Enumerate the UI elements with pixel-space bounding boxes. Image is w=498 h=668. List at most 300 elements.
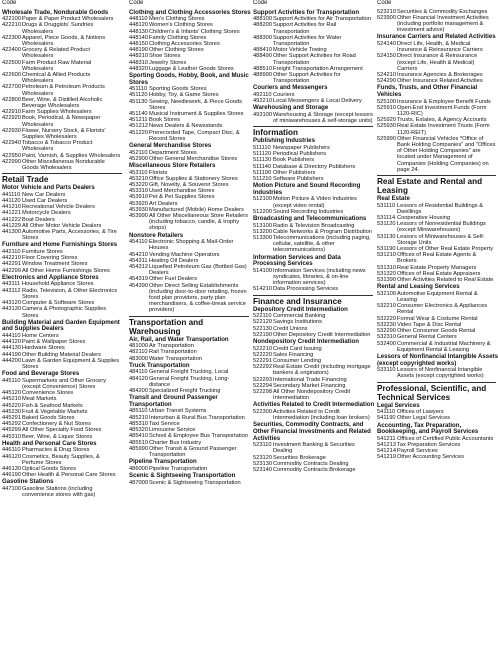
naics-code: 524290 [377, 78, 396, 85]
naics-code: 525990 [377, 135, 396, 142]
naics-code: 485990 [129, 445, 148, 452]
code-row [0, 486, 124, 498]
group-subtitle: Couriers and Messengers [253, 84, 328, 92]
code-row [375, 252, 498, 264]
naics-code: 451130 [129, 98, 148, 105]
code-row [251, 442, 375, 454]
activity-description: Apparel, Piece Goods, & Notions Wholesalers [22, 34, 106, 47]
naics-code: 522298 [253, 389, 272, 396]
activity-description: Optical Goods Stores [22, 465, 77, 472]
naics-code: 445299 [2, 427, 21, 434]
naics-code: 454210 [129, 251, 148, 258]
naics-code: 541214 [377, 448, 396, 455]
code-row [0, 454, 124, 466]
activity-description: Freight Transportation Arrangement [273, 65, 363, 72]
code-row [0, 22, 124, 34]
activity-description: Secondary Market Financing [273, 382, 346, 389]
activity-description: Used Car Dealers [22, 198, 68, 205]
naics-code: 488300 [253, 34, 272, 41]
code-row [375, 136, 498, 173]
code-row [251, 196, 375, 208]
section [375, 382, 498, 461]
naics-code: 512200 [253, 208, 272, 215]
activity-description: Couriers [273, 92, 295, 99]
activity-description: Other Legal Services [397, 415, 451, 422]
naics-code: 448210 [129, 53, 148, 60]
naics-code: 513200 [253, 228, 272, 235]
group-subtitle: Electronics and Appliance Stores [2, 273, 99, 281]
group-subtitle: Miscellaneous Store Retailers [129, 162, 216, 170]
naics-code: 452110 [129, 149, 148, 156]
naics-code: 422400 [2, 47, 21, 54]
naics-code: 441110 [2, 191, 21, 198]
column-header: Code [129, 0, 144, 6]
activity-description: Petroleum & Petroleum Products Wholesalers [22, 84, 105, 97]
activity-description: General Rental Centers [397, 334, 457, 341]
section-title: Transportation and Warehousing [129, 317, 204, 336]
activity-description: Other Consumer Goods Rental [397, 328, 476, 335]
activity-description: Pet & Pet Supplies Stores [149, 194, 215, 201]
activity-description: Other Publishers [273, 169, 316, 176]
naics-code: 422800 [2, 96, 21, 103]
column-4 [375, 0, 498, 668]
group-subtitle: Motor Vehicle and Parts Dealers [2, 184, 95, 192]
activity-description: Other Activities Related to Real Estate [397, 277, 494, 284]
activity-description: Taxi Service [149, 420, 180, 427]
code-row [251, 389, 375, 401]
activity-description: Manufactured (Mobile) Home Dealers [149, 206, 244, 213]
naics-code: 531390 [377, 277, 396, 284]
code-row [375, 291, 498, 303]
naics-code: 488410 [253, 47, 272, 54]
activity-description: Cooperative Housing [397, 215, 451, 222]
activity-description: Other Insurance Related Activities [397, 78, 483, 85]
group-subtitle: Wholesale Trade, Nondurable Goods [2, 8, 109, 16]
activity-description: Payroll Services [397, 448, 438, 455]
naics-code: 522291 [253, 358, 272, 365]
naics-code: 485210 [129, 414, 148, 421]
activity-description: Beer, Wine, & Distilled Alcoholic Beverage Wholesalers [22, 96, 103, 110]
activity-description: Farm Supplies Wholesalers [22, 109, 92, 116]
activity-description: Securities & Commodity Exchanges [397, 8, 488, 15]
naics-code: 522294 [253, 382, 272, 389]
naics-code: 523140 [253, 467, 272, 474]
naics-code: 486000 [129, 465, 148, 472]
group-subtitle: Publishing Industries [253, 137, 315, 145]
activity-description: Other Financial Vehicles *Office of Bank Holding Companies" and "Offices of Other Holding Companies" are located under Management of Companies (Holding Companies) on page 24. [397, 135, 496, 173]
activity-description: Florists [149, 169, 168, 176]
activity-description: Men's Clothing Stores [149, 16, 205, 23]
section-title: Retail Trade [2, 175, 49, 185]
activity-description: Commercial & Industrial Machinery & Equipment Rental & Leasing [397, 340, 491, 353]
naics-code: 446120 [2, 453, 21, 460]
activity-description: Beer, Wine, & Liquor Stores [22, 433, 93, 440]
activity-description: Commodity Contracts Brokerage [273, 467, 356, 474]
naics-code: 446110 [2, 447, 21, 454]
naics-code: 453920 [129, 200, 148, 207]
activity-description: Periodical Publishers [273, 151, 327, 158]
code-row [375, 203, 498, 215]
naics-code: 444120 [2, 339, 21, 346]
naics-code: 445220 [2, 402, 21, 409]
naics-code: 522130 [253, 325, 272, 332]
activity-description: Other Building Material Dealers [22, 351, 102, 358]
activity-description: Farm Product Raw Material Wholesalers [22, 59, 92, 72]
activity-description: Other Direct Selling Establishments (including door-to-door retailing, frozen food plan providers, party plan merchandisers, & coffee-break service providers) [149, 282, 247, 314]
naics-code: 525910 [377, 104, 396, 111]
activity-description: Credit Card Issuing [273, 345, 322, 352]
section [375, 9, 498, 173]
naics-code: 541190 [377, 415, 396, 422]
group-subtitle: Funds, Trusts, and Other Financial Vehicles [377, 84, 478, 99]
section [251, 295, 375, 474]
activity-description: All Other Nondepository Credit Intermediation [273, 389, 351, 402]
activity-description: Lawn & Garden Equipment & Supplies Stores [22, 357, 120, 370]
code-row [0, 306, 124, 318]
activity-description: Home Centers [22, 332, 59, 339]
activity-description: Other Financial Investment Activities (including portfolio management & investment advice) [397, 14, 489, 34]
column-header: Code [2, 0, 17, 6]
activity-description: Support Activities for Air Transportation [273, 16, 371, 23]
activity-description: All Other Home Furnishings Stores [22, 267, 110, 274]
code-row [0, 358, 124, 370]
naics-code: 522293 [253, 376, 272, 383]
naics-code: 451212 [129, 123, 148, 130]
group-subtitle: Lessors of Nonfinancial Intangible Assets (except copyrighted works) [377, 352, 498, 367]
naics-code: 541211 [377, 435, 396, 442]
activity-description: Liquefied Petroleum Gas (Bottled Gas) Dealers [149, 264, 247, 277]
naics-code: 522190 [253, 331, 272, 338]
naics-code: 523900 [377, 14, 396, 21]
code-row [251, 409, 375, 421]
code-row [375, 41, 498, 53]
activity-description: Offices of Real Estate Appraisers [397, 270, 481, 277]
naics-code: 514210 [253, 286, 272, 293]
code-row [375, 123, 498, 135]
section-title: Real Estate and Rental and Leasing [377, 177, 483, 196]
activity-description: Direct Life, Health, & Medical Insurance & Reinsurance Carriers [397, 41, 483, 54]
activity-description: Motor Vehicle Towing [273, 47, 327, 54]
naics-code: 445291 [2, 414, 21, 421]
code-row [0, 60, 124, 72]
naics-code: 532230 [377, 321, 396, 328]
group-subtitle: Building Material and Garden Equipment and Supplies Dealers [2, 318, 120, 333]
code-row [251, 22, 375, 34]
code-row [251, 72, 375, 84]
naics-code: 454319 [129, 276, 148, 283]
code-row [375, 221, 498, 233]
code-row [127, 283, 251, 314]
naics-code: 453110 [129, 169, 148, 176]
code-row [127, 213, 251, 232]
group-subtitle: Warehousing and Storage [253, 104, 329, 112]
naics-code: 492110 [253, 92, 272, 99]
group-subtitle: Accounting, Tax Preparation, Bookkeeping, and Payroll Services [377, 421, 479, 436]
naics-code: 448140 [129, 34, 148, 41]
activity-description: Commercial Banking [273, 313, 326, 320]
activity-description: Other Fuel Dealers [149, 276, 198, 283]
activity-description: Family Clothing Stores [149, 34, 207, 41]
code-row [0, 268, 124, 274]
activity-description: Other Health & Personal Care Stores [22, 472, 116, 479]
naics-code: 541219 [377, 454, 396, 461]
naics-code: 444200 [2, 357, 21, 364]
section-title: Finance and Insurance [253, 296, 342, 306]
activity-description: Flower, Nursery Stock, & Florists' Supplies Wholesalers [22, 127, 106, 141]
activity-description: Vending Machine Operators [149, 251, 220, 258]
activity-description: Limousine Service [149, 427, 196, 434]
naics-code: 422100 [2, 16, 21, 23]
code-row [375, 234, 498, 246]
activity-description: Cosmetics, Beauty Supplies, & Perfume Stores [22, 453, 100, 466]
activity-description: Consumer Electronics & Appliances Rental [397, 303, 488, 316]
activity-description: International Trade Financing [273, 376, 347, 383]
activity-description: Other Support Activities for Transportation [273, 72, 341, 85]
code-row [0, 84, 124, 96]
activity-description: Women's Clothing Stores [149, 22, 213, 29]
group-subtitle: Securities, Commodity Contracts, and Other Financial Investments and Related Activities [253, 421, 371, 442]
section [375, 175, 498, 379]
naics-code: 511190 [253, 169, 272, 176]
naics-code: 422990 [2, 158, 21, 165]
section [127, 9, 251, 314]
naics-code: 443112 [2, 287, 21, 294]
naics-code: 511210 [253, 176, 272, 183]
naics-code: 448150 [129, 41, 148, 47]
activity-description: Department Stores [149, 149, 197, 156]
code-row [0, 288, 124, 300]
naics-code: 532220 [377, 315, 396, 322]
column-1 [0, 0, 124, 668]
naics-code: 522292 [253, 364, 272, 371]
naics-code: 445292 [2, 421, 21, 428]
code-row [0, 378, 124, 390]
activity-description: Automotive Parts, Accessories, & Tire Stores [22, 229, 117, 242]
activity-description: Gasoline Stations (including convenience stores with gas) [22, 485, 96, 499]
activity-description: Tobacco & Tobacco Product Wholesalers [22, 140, 93, 153]
naics-code: 446130 [2, 465, 21, 472]
code-row [0, 47, 124, 59]
activity-description: Urban Transit Systems [149, 408, 207, 415]
activity-description: Insurance Agencies & Brokerages [397, 72, 483, 79]
naics-code: 451110 [129, 86, 148, 93]
activity-description: Securities Brokerage [273, 454, 326, 461]
activity-description: Real Estate Property Managers [397, 264, 477, 271]
naics-code: 453220 [129, 182, 148, 189]
activity-description: Supermarkets and Other Grocery (except Convenience) Stores [22, 377, 107, 390]
naics-code: 524140 [377, 41, 396, 47]
activity-description: Book Publishers [273, 157, 315, 164]
group-subtitle: Air, Rail, and Water Transportation [129, 335, 229, 343]
naics-code: 446190 [2, 472, 21, 479]
activity-description: Air Transportation [149, 343, 194, 350]
naics-code: 532310 [377, 334, 396, 341]
activity-description: General Freight Trucking, Long-distance [149, 375, 230, 388]
naics-code: 488200 [253, 22, 272, 29]
naics-code: 448110 [129, 16, 148, 23]
code-row [251, 268, 375, 287]
naics-code: 454390 [129, 282, 148, 289]
naics-code: 441229 [2, 222, 21, 229]
naics-code: 493100 [253, 112, 272, 119]
activity-description: Luggage & Leather Goods Stores [149, 65, 234, 72]
naics-code: 484200 [129, 388, 148, 395]
naics-code: 442110 [2, 249, 21, 256]
activity-description: General Freight Trucking, Local [149, 369, 229, 376]
column-header: Code [253, 0, 268, 6]
naics-code: 488490 [253, 53, 272, 60]
code-row [375, 341, 498, 353]
activity-description: Musical Instrument & Supplies Stores [149, 111, 244, 118]
naics-code: 532210 [377, 303, 396, 310]
activity-description: Database & Directory Publishers [273, 163, 356, 170]
group-subtitle: Legal Services [377, 401, 420, 409]
activity-description: Open-End Investment Funds (Form 1120-RIC) [397, 104, 487, 118]
activity-description: Interurban & Rural Bus Transportation [149, 414, 245, 421]
naics-code: 441210 [2, 204, 21, 211]
group-subtitle: Furniture and Home Furnishings Stores [2, 241, 118, 249]
activity-description: Convenience Stores [22, 390, 74, 397]
naics-code: 453210 [129, 175, 148, 182]
group-subtitle: Information Services and Data Processing Services [253, 253, 341, 268]
group-subtitle: Nondepository Credit Intermediation [253, 338, 359, 346]
naics-code: 422500 [2, 59, 21, 66]
activity-description: Children's & Infants' Clothing Stores [149, 28, 240, 35]
activity-description: Book Stores [149, 117, 180, 124]
naics-code: 442210 [2, 255, 21, 262]
naics-code: 445210 [2, 396, 21, 403]
naics-code: 531110 [377, 202, 396, 209]
naics-code: 451211 [129, 117, 148, 124]
naics-code: 531114 [377, 215, 396, 222]
section [251, 9, 375, 125]
naics-code: 511120 [253, 151, 272, 158]
section-title: Professional, Scientific, and Technical Services [377, 383, 487, 402]
naics-code: 511140 [253, 163, 272, 170]
activity-description: Electronic Shopping & Mail-Order Houses [149, 239, 234, 252]
naics-code: 441120 [2, 198, 21, 205]
code-row [127, 130, 251, 142]
activity-description: Used Merchandise Stores [149, 188, 215, 195]
section [251, 126, 375, 292]
naics-code: 441221 [2, 210, 21, 217]
naics-code: 522210 [253, 345, 272, 352]
activity-description: Specialized Freight Trucking [149, 388, 221, 395]
naics-code: 443130 [2, 306, 21, 313]
group-subtitle: Broadcasting and Telecommunications [253, 215, 367, 223]
activity-description: Software Publishers [273, 176, 324, 183]
naics-code: 522110 [253, 313, 272, 320]
code-row [375, 367, 498, 379]
naics-code: 484120 [129, 375, 148, 382]
naics-code: 483000 [129, 355, 148, 362]
activity-description: Book, Periodical, & Newspaper Wholesalers [22, 115, 101, 128]
code-row [127, 356, 251, 362]
code-row [127, 99, 251, 111]
activity-description: Commodity Contracts Dealing [273, 460, 349, 467]
code-row [0, 72, 124, 84]
activity-description: Offices of Real Estate Agents & Brokers [397, 252, 477, 265]
naics-code: 488990 [253, 72, 272, 79]
naics-code: 454311 [129, 257, 148, 264]
naics-code: 533110 [377, 367, 396, 374]
naics-code: 444190 [2, 351, 21, 358]
code-row [0, 115, 124, 127]
activity-description: Other Miscellaneous Nondurable Goods Wholesalers [22, 158, 105, 172]
activity-description: Water Transportation [149, 355, 202, 362]
code-row [251, 467, 375, 473]
code-row [251, 35, 375, 47]
naics-code: 452900 [129, 155, 148, 162]
section [127, 316, 251, 486]
naics-code: 488510 [253, 65, 272, 72]
activity-description: Grocery & Related Product Wholesalers [22, 47, 90, 60]
group-subtitle: Activities Related to Credit Intermediation [253, 401, 375, 409]
activity-description: Gift, Novelty, & Souvenir Stores [149, 182, 229, 189]
naics-code: 441300 [2, 229, 21, 236]
code-row [127, 480, 251, 486]
naics-code: 453310 [129, 188, 148, 195]
code-row [0, 434, 124, 440]
activity-description: Insurance & Employee Benefit Funds [397, 98, 491, 105]
naics-code: 511130 [253, 157, 272, 164]
naics-code: 485110 [129, 408, 148, 415]
activity-description: Art Dealers [149, 200, 178, 207]
group-subtitle: Rental and Leasing Services [377, 283, 460, 291]
activity-description: Confectionery & Nut Stores [22, 421, 91, 428]
code-row [127, 446, 251, 458]
activity-description: Direct Insurance & Reinsurance (except Life, Health & Medical) Carriers [397, 53, 478, 72]
activity-description: Hardware Stores [22, 345, 65, 352]
code-row [127, 376, 251, 388]
naics-code: 454110 [129, 239, 148, 246]
naics-code: 531190 [377, 246, 396, 253]
activity-description: Automotive Equipment Rental & Leasing [397, 290, 478, 304]
section [0, 173, 124, 498]
naics-code: 444110 [2, 332, 21, 339]
activity-description: Other Accounting Services [397, 454, 465, 461]
activity-description: All Other Specialty Food Stores [22, 427, 102, 434]
activity-description: Other Clothing Stores [149, 47, 204, 54]
naics-code: 485320 [129, 427, 148, 434]
activity-description: Lessors of Residential Buildings & Dwellings [397, 202, 483, 215]
activity-description: Support Activities for Rail Transportation [273, 22, 337, 35]
naics-code: 525930 [377, 123, 396, 130]
naics-code: 448130 [129, 28, 148, 35]
activity-description: Drugs & Druggists' Sundries Wholesalers [22, 22, 94, 35]
naics-code: 448190 [129, 47, 148, 54]
naics-code: 453930 [129, 206, 148, 213]
code-row [375, 454, 498, 460]
activity-description: Lessors of Nonresidential Buildings (except Miniwarehouses) [397, 221, 486, 234]
naics-code: 531210 [377, 252, 396, 259]
activity-description: Floor Covering Stores [22, 255, 78, 262]
naics-code: 487000 [129, 479, 148, 486]
naics-code: 445110 [2, 377, 21, 384]
activity-description: Recreational Vehicle Dealers [22, 204, 96, 211]
activity-description: Scenic & Sightseeing Transportation [149, 479, 241, 486]
naics-code: 531130 [377, 233, 396, 240]
naics-code: 512100 [253, 196, 272, 203]
column-header: Code [377, 0, 392, 6]
naics-code: 511110 [253, 145, 271, 152]
activity-description: Lessors of Miniwarehouses & Self-Storage Units [397, 233, 485, 246]
group-subtitle: General Merchandise Stores [129, 142, 212, 150]
group-subtitle: Nonstore Retailers [129, 231, 184, 239]
group-subtitle: Motion Picture and Sound Recording Industries [253, 182, 361, 196]
group-subtitle: Real Estate [377, 195, 410, 203]
activity-description: Offices of Certified Public Accountants [397, 435, 494, 442]
